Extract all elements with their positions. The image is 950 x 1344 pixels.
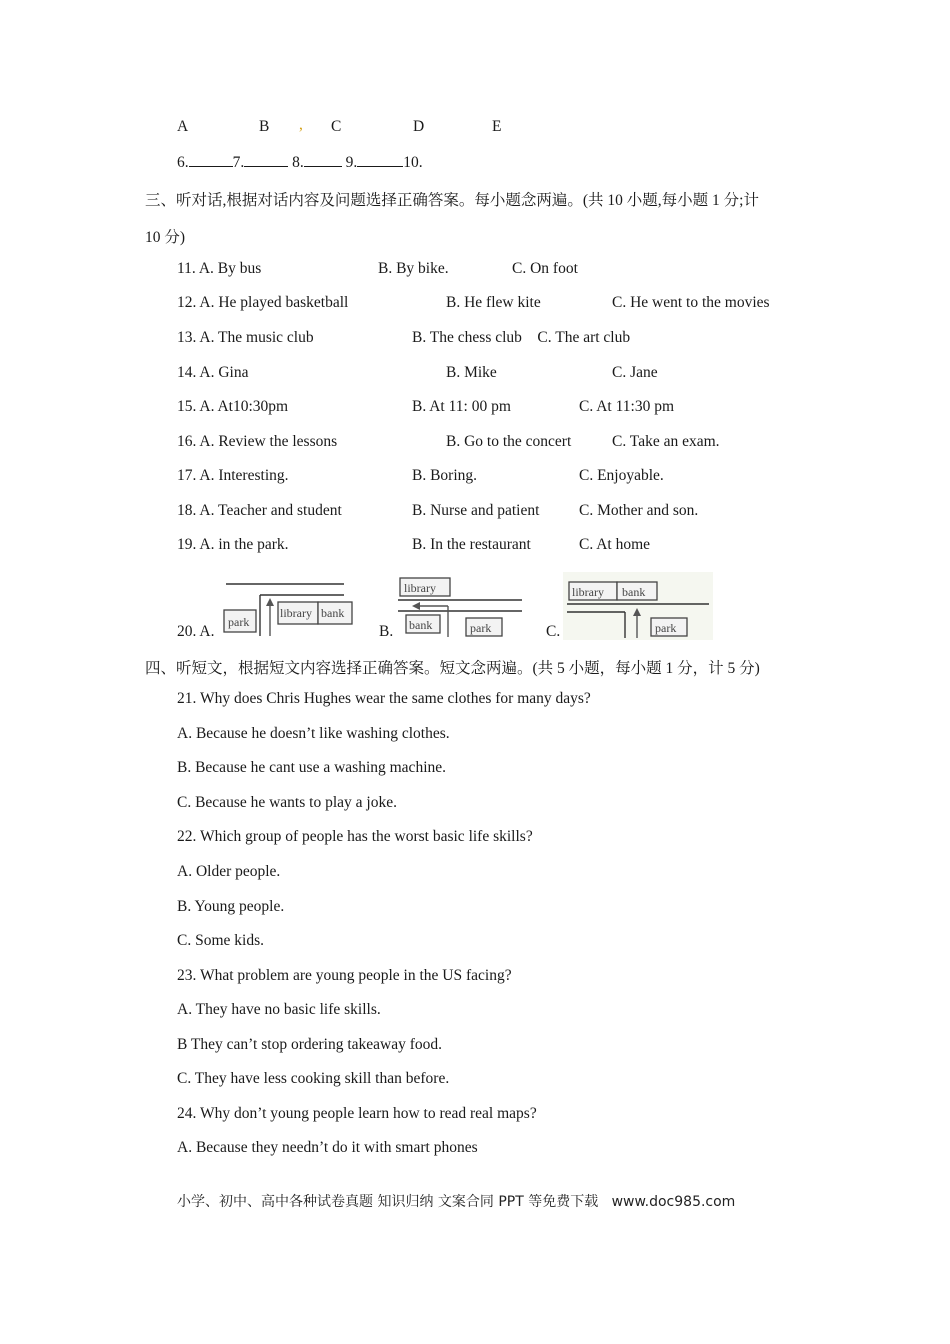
q23-question: 23. What problem are young people in the US facing?: [177, 967, 512, 984]
q13-options-bc: B. The chess club C. The art club: [412, 329, 631, 346]
q12-option-b: B. He flew kite: [446, 294, 541, 311]
map-a-park-label: park: [228, 615, 250, 629]
option-letter-a: A: [177, 118, 189, 135]
map-b-park-label: park: [470, 621, 492, 635]
q11-option-c: C. On foot: [512, 260, 578, 277]
answer-blanks-row: [177, 154, 423, 172]
q16-option-c: C. Take an exam.: [612, 433, 720, 450]
map-c-park-label: park: [655, 621, 677, 635]
q15-option-c: C. At 11:30 pm: [579, 398, 675, 415]
q15-option-b: B. At 11: 00 pm: [412, 398, 511, 415]
q12-option-c: C. He went to the movies: [612, 294, 770, 311]
q23-option-b: B They can’t stop ordering takeaway food.: [177, 1036, 443, 1053]
blank-label-9: 9.: [345, 154, 358, 171]
section-3-instructions: 三、听对话,根据对话内容及问题选择正确答案。每小题念两遍。(共 10 小题,每小题 1 分;计: [145, 192, 759, 209]
q19-option-b: B. In the restaurant: [412, 536, 531, 553]
q20-option-c: C.: [546, 623, 561, 640]
q17-option-c: C. Enjoyable.: [579, 467, 664, 484]
q18-option-c: C. Mother and son.: [579, 502, 699, 519]
q19-option-a: 19. A. in the park.: [177, 536, 289, 553]
blank-label-6: 6.: [177, 154, 189, 171]
stray-mark: ,: [299, 116, 303, 133]
map-b-arrowhead: [412, 602, 420, 610]
map-a-image: [220, 578, 360, 640]
section-4-instructions: 四、听短文，根据短文内容选择正确答案。短文念两遍。(共 5 小题，每小题 1 分，计 5 分): [145, 660, 760, 677]
section-3-instructions-cont: 10 分): [145, 229, 186, 246]
option-letter-d: D: [413, 118, 425, 135]
map-b-library-label: library: [404, 581, 436, 595]
q15-option-a: 15. A. At10:30pm: [177, 398, 289, 415]
map-c-library-label: library: [572, 585, 604, 599]
map-a-arrowhead: [266, 598, 274, 606]
q22-option-a: A. Older people.: [177, 863, 281, 880]
q14-option-a: 14. A. Gina: [177, 364, 249, 381]
q18-option-a: 18. A. Teacher and student: [177, 502, 342, 519]
q11-option-a: 11. A. By bus: [177, 260, 262, 277]
page-footer: 小学、初中、高中各种试卷真题 知识归纳 文案合同 PPT 等免费下载 www.doc985.com: [177, 1194, 736, 1210]
answer-blank-8[interactable]: [304, 154, 342, 167]
map-b-image: [396, 573, 526, 639]
answer-blank-6[interactable]: [189, 154, 233, 167]
q17-option-a: 17. A. Interesting.: [177, 467, 289, 484]
map-c-image: [563, 572, 713, 640]
q21-option-a: A. Because he doesn’t like washing clothes.: [177, 725, 450, 742]
q23-option-a: A. They have no basic life skills.: [177, 1001, 381, 1018]
q14-option-b: B. Mike: [446, 364, 497, 381]
q22-option-c: C. Some kids.: [177, 932, 264, 949]
option-letter-c: C: [331, 118, 342, 135]
option-letter-b: B: [259, 118, 270, 135]
q21-option-b: B. Because he cant use a washing machine.: [177, 759, 447, 776]
blank-label-8: 8.: [292, 154, 304, 171]
q11-option-b: B. By bike.: [378, 260, 449, 277]
q20-option-b: B.: [379, 623, 394, 640]
q19-option-c: C. At home: [579, 536, 651, 553]
map-c-bank-label: bank: [622, 585, 646, 599]
q14-option-c: C. Jane: [612, 364, 658, 381]
map-a-bank-label: bank: [321, 606, 345, 620]
q22-option-b: B. Young people.: [177, 898, 285, 915]
q21-question: 21. Why does Chris Hughes wear the same clothes for many days?: [177, 690, 591, 707]
q20-option-a: 20. A.: [177, 623, 215, 640]
map-a-library-label: library: [280, 606, 312, 620]
q13-option-a: 13. A. The music club: [177, 329, 314, 346]
q22-question: 22. Which group of people has the worst basic life skills?: [177, 828, 533, 845]
q21-option-c: C. Because he wants to play a joke.: [177, 794, 397, 811]
q12-option-a: 12. A. He played basketball: [177, 294, 349, 311]
q23-option-c: C. They have less cooking skill than before.: [177, 1070, 450, 1087]
q16-option-b: B. Go to the concert: [446, 433, 572, 450]
q24-question: 24. Why don’t young people learn how to read real maps?: [177, 1105, 537, 1122]
blank-label-10: 10.: [403, 154, 423, 171]
answer-blank-9[interactable]: [357, 154, 403, 167]
q16-option-a: 16. A. Review the lessons: [177, 433, 338, 450]
option-letter-e: E: [492, 118, 502, 135]
q18-option-b: B. Nurse and patient: [412, 502, 540, 519]
q24-option-a: A. Because they needn’t do it with smart phones: [177, 1139, 478, 1156]
answer-blank-7[interactable]: [244, 154, 288, 167]
q17-option-b: B. Boring.: [412, 467, 478, 484]
map-b-bank-label: bank: [409, 618, 433, 632]
blank-label-7: 7.: [232, 154, 245, 171]
